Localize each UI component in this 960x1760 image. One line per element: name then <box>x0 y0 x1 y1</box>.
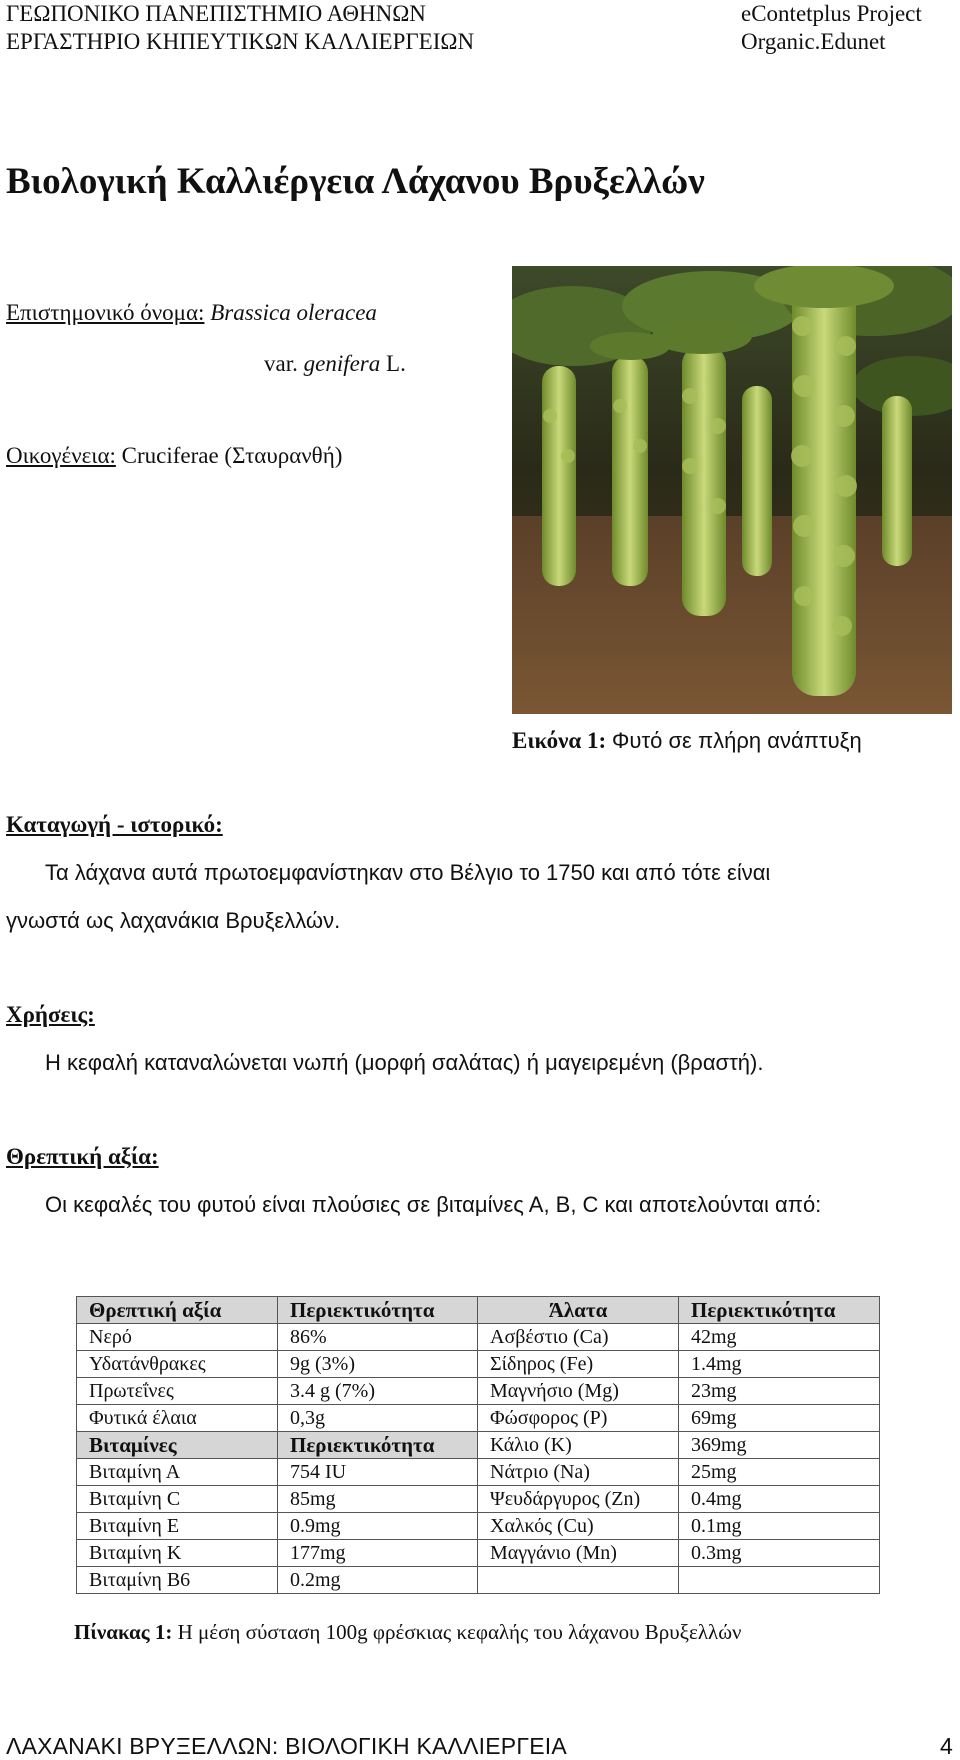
scientific-name-label: Επιστημονικό όνομα: <box>6 300 205 325</box>
table-cell: 0.3mg <box>679 1540 880 1567</box>
table-cell: 25mg <box>679 1459 880 1486</box>
table-cell: 23mg <box>679 1378 880 1405</box>
origin-heading <box>6 812 223 838</box>
scientific-name <box>6 300 377 326</box>
footer-title: ΛΑΧΑΝΑΚΙ ΒΡΥΞΕΛΛΩΝ: ΒΙΟΛΟΓΙΚΗ ΚΑΛΛΙΕΡΓΕΙΑ <box>6 1733 567 1759</box>
nutrition-table <box>76 1296 880 1594</box>
table-cell: Ψευδάργυρος (Zn) <box>478 1486 679 1513</box>
table-cell: 1.4mg <box>679 1351 880 1378</box>
header-project: eContetplus Project <box>741 1 922 26</box>
uses-label: Χρήσεις: <box>6 1002 95 1027</box>
table-cell: Φώσφορος (P) <box>478 1405 679 1432</box>
table-cell: Βιταμίνη Α <box>77 1459 278 1486</box>
table-cell: 0.9mg <box>278 1513 478 1540</box>
family-value: Cruciferae (Σταυρανθή) <box>121 443 343 468</box>
table-cell: Βιταμίνη Β6 <box>77 1567 278 1594</box>
uses-text: Η κεφαλή καταναλώνεται νωπή (μορφή σαλάτας) ή μαγειρεμένη (βραστή). <box>45 1050 764 1075</box>
table-cell: 0.2mg <box>278 1567 478 1594</box>
table-cell: Πρωτεΐνες <box>77 1378 278 1405</box>
table-cell: Σίδηρος (Fe) <box>478 1351 679 1378</box>
table-cell: Υδατάνθρακες <box>77 1351 278 1378</box>
table-row <box>77 1567 880 1594</box>
table-cell: Βιταμίνη C <box>77 1486 278 1513</box>
header-edunet: Organic.Edunet <box>741 29 886 54</box>
table-row <box>77 1324 880 1351</box>
table-cell: Φυτικά έλαια <box>77 1405 278 1432</box>
table-caption <box>74 1620 742 1645</box>
table-header-cell: Περιεκτικότητα <box>679 1297 880 1324</box>
family-label: Οικογένεια: <box>6 443 116 468</box>
table-cell: Ασβέστιο (Ca) <box>478 1324 679 1351</box>
table-cell: 369mg <box>679 1432 880 1459</box>
table-row <box>77 1432 880 1459</box>
table-cell: 86% <box>278 1324 478 1351</box>
table-row <box>77 1486 880 1513</box>
table-header-cell: Άλατα <box>478 1297 679 1324</box>
table-cell: 69mg <box>679 1405 880 1432</box>
table-cell: Νάτριο (Na) <box>478 1459 679 1486</box>
family <box>6 443 342 469</box>
uses-heading <box>6 1002 95 1028</box>
table-row <box>77 1513 880 1540</box>
table-cell <box>679 1567 880 1594</box>
table-cell: 85mg <box>278 1486 478 1513</box>
table-header-cell: Περιεκτικότητα <box>278 1297 478 1324</box>
scientific-name-genus: Brassica oleracea <box>210 300 377 325</box>
table-cell: Κάλιο (K) <box>478 1432 679 1459</box>
table-cell: 177mg <box>278 1540 478 1567</box>
table-cell: 0,3g <box>278 1405 478 1432</box>
table-header-row <box>77 1297 880 1324</box>
table-row <box>77 1540 880 1567</box>
table-cell <box>478 1567 679 1594</box>
table-header-cell: Θρεπτική αξία <box>77 1297 278 1324</box>
scientific-name-variety <box>264 351 406 377</box>
table-subheader-cell: Βιταμίνες <box>77 1432 278 1459</box>
nutrition-heading <box>6 1144 159 1170</box>
table-cell: Νερό <box>77 1324 278 1351</box>
table-cell: 9g (3%) <box>278 1351 478 1378</box>
table-row <box>77 1351 880 1378</box>
figure-text: Φυτό σε πλήρη ανάπτυξη <box>611 728 862 753</box>
table-cell: Χαλκός (Cu) <box>478 1513 679 1540</box>
header-institution: ΓΕΩΠΟΝΙΚΟ ΠΑΝΕΠΙΣΤΗΜΙΟ ΑΘΗΝΩΝ <box>6 1 426 26</box>
nutrition-label: Θρεπτική αξία: <box>6 1144 159 1169</box>
table-row <box>77 1405 880 1432</box>
variety-name: genifera <box>303 351 381 376</box>
table-cell: Μαγνήσιο (Mg) <box>478 1378 679 1405</box>
origin-label: Καταγωγή - ιστορικό: <box>6 812 223 837</box>
page-title: Βιολογική Καλλιέργεια Λάχανου Βρυξελλών <box>6 161 705 202</box>
table-cell: 3.4 g (7%) <box>278 1378 478 1405</box>
table-cell: 0.4mg <box>679 1486 880 1513</box>
table-cell: 42mg <box>679 1324 880 1351</box>
figure-label: Εικόνα 1: <box>512 728 607 753</box>
nutrition-text: Οι κεφαλές του φυτού είναι πλούσιες σε βιταμίνες Α, Β, C και αποτελούνται από: <box>45 1192 822 1217</box>
origin-line1: Τα λάχανα αυτά πρωτοεμφανίστηκαν στο Βέλγιο το 1750 και από τότε είναι <box>45 860 771 885</box>
table-cell: 0.1mg <box>679 1513 880 1540</box>
author-abbrev: L. <box>386 351 406 376</box>
table-cell: Βιταμίνη Ε <box>77 1513 278 1540</box>
table-cell: Μαγγάνιο (Mn) <box>478 1540 679 1567</box>
origin-line2: γνωστά ως λαχανάκια Βρυξελλών. <box>6 908 341 933</box>
var-label: var. <box>264 351 298 376</box>
table-row <box>77 1378 880 1405</box>
table-cell: Βιταμίνη Κ <box>77 1540 278 1567</box>
table-caption-label: Πίνακας 1: <box>74 1620 173 1644</box>
table-caption-text: Η μέση σύσταση 100g φρέσκιας κεφαλής του λάχανου Βρυξελλών <box>177 1620 742 1644</box>
table-row <box>77 1459 880 1486</box>
page-number: 4 <box>940 1733 953 1759</box>
table-cell: 754 IU <box>278 1459 478 1486</box>
brussels-sprouts-photo <box>512 266 952 714</box>
table-subheader-cell: Περιεκτικότητα <box>278 1432 478 1459</box>
header-lab: ΕΡΓΑΣΤΗΡΙΟ ΚΗΠΕΥΤΙΚΩΝ ΚΑΛΛΙΕΡΓΕΙΩΝ <box>6 29 475 54</box>
figure-caption <box>512 728 952 754</box>
